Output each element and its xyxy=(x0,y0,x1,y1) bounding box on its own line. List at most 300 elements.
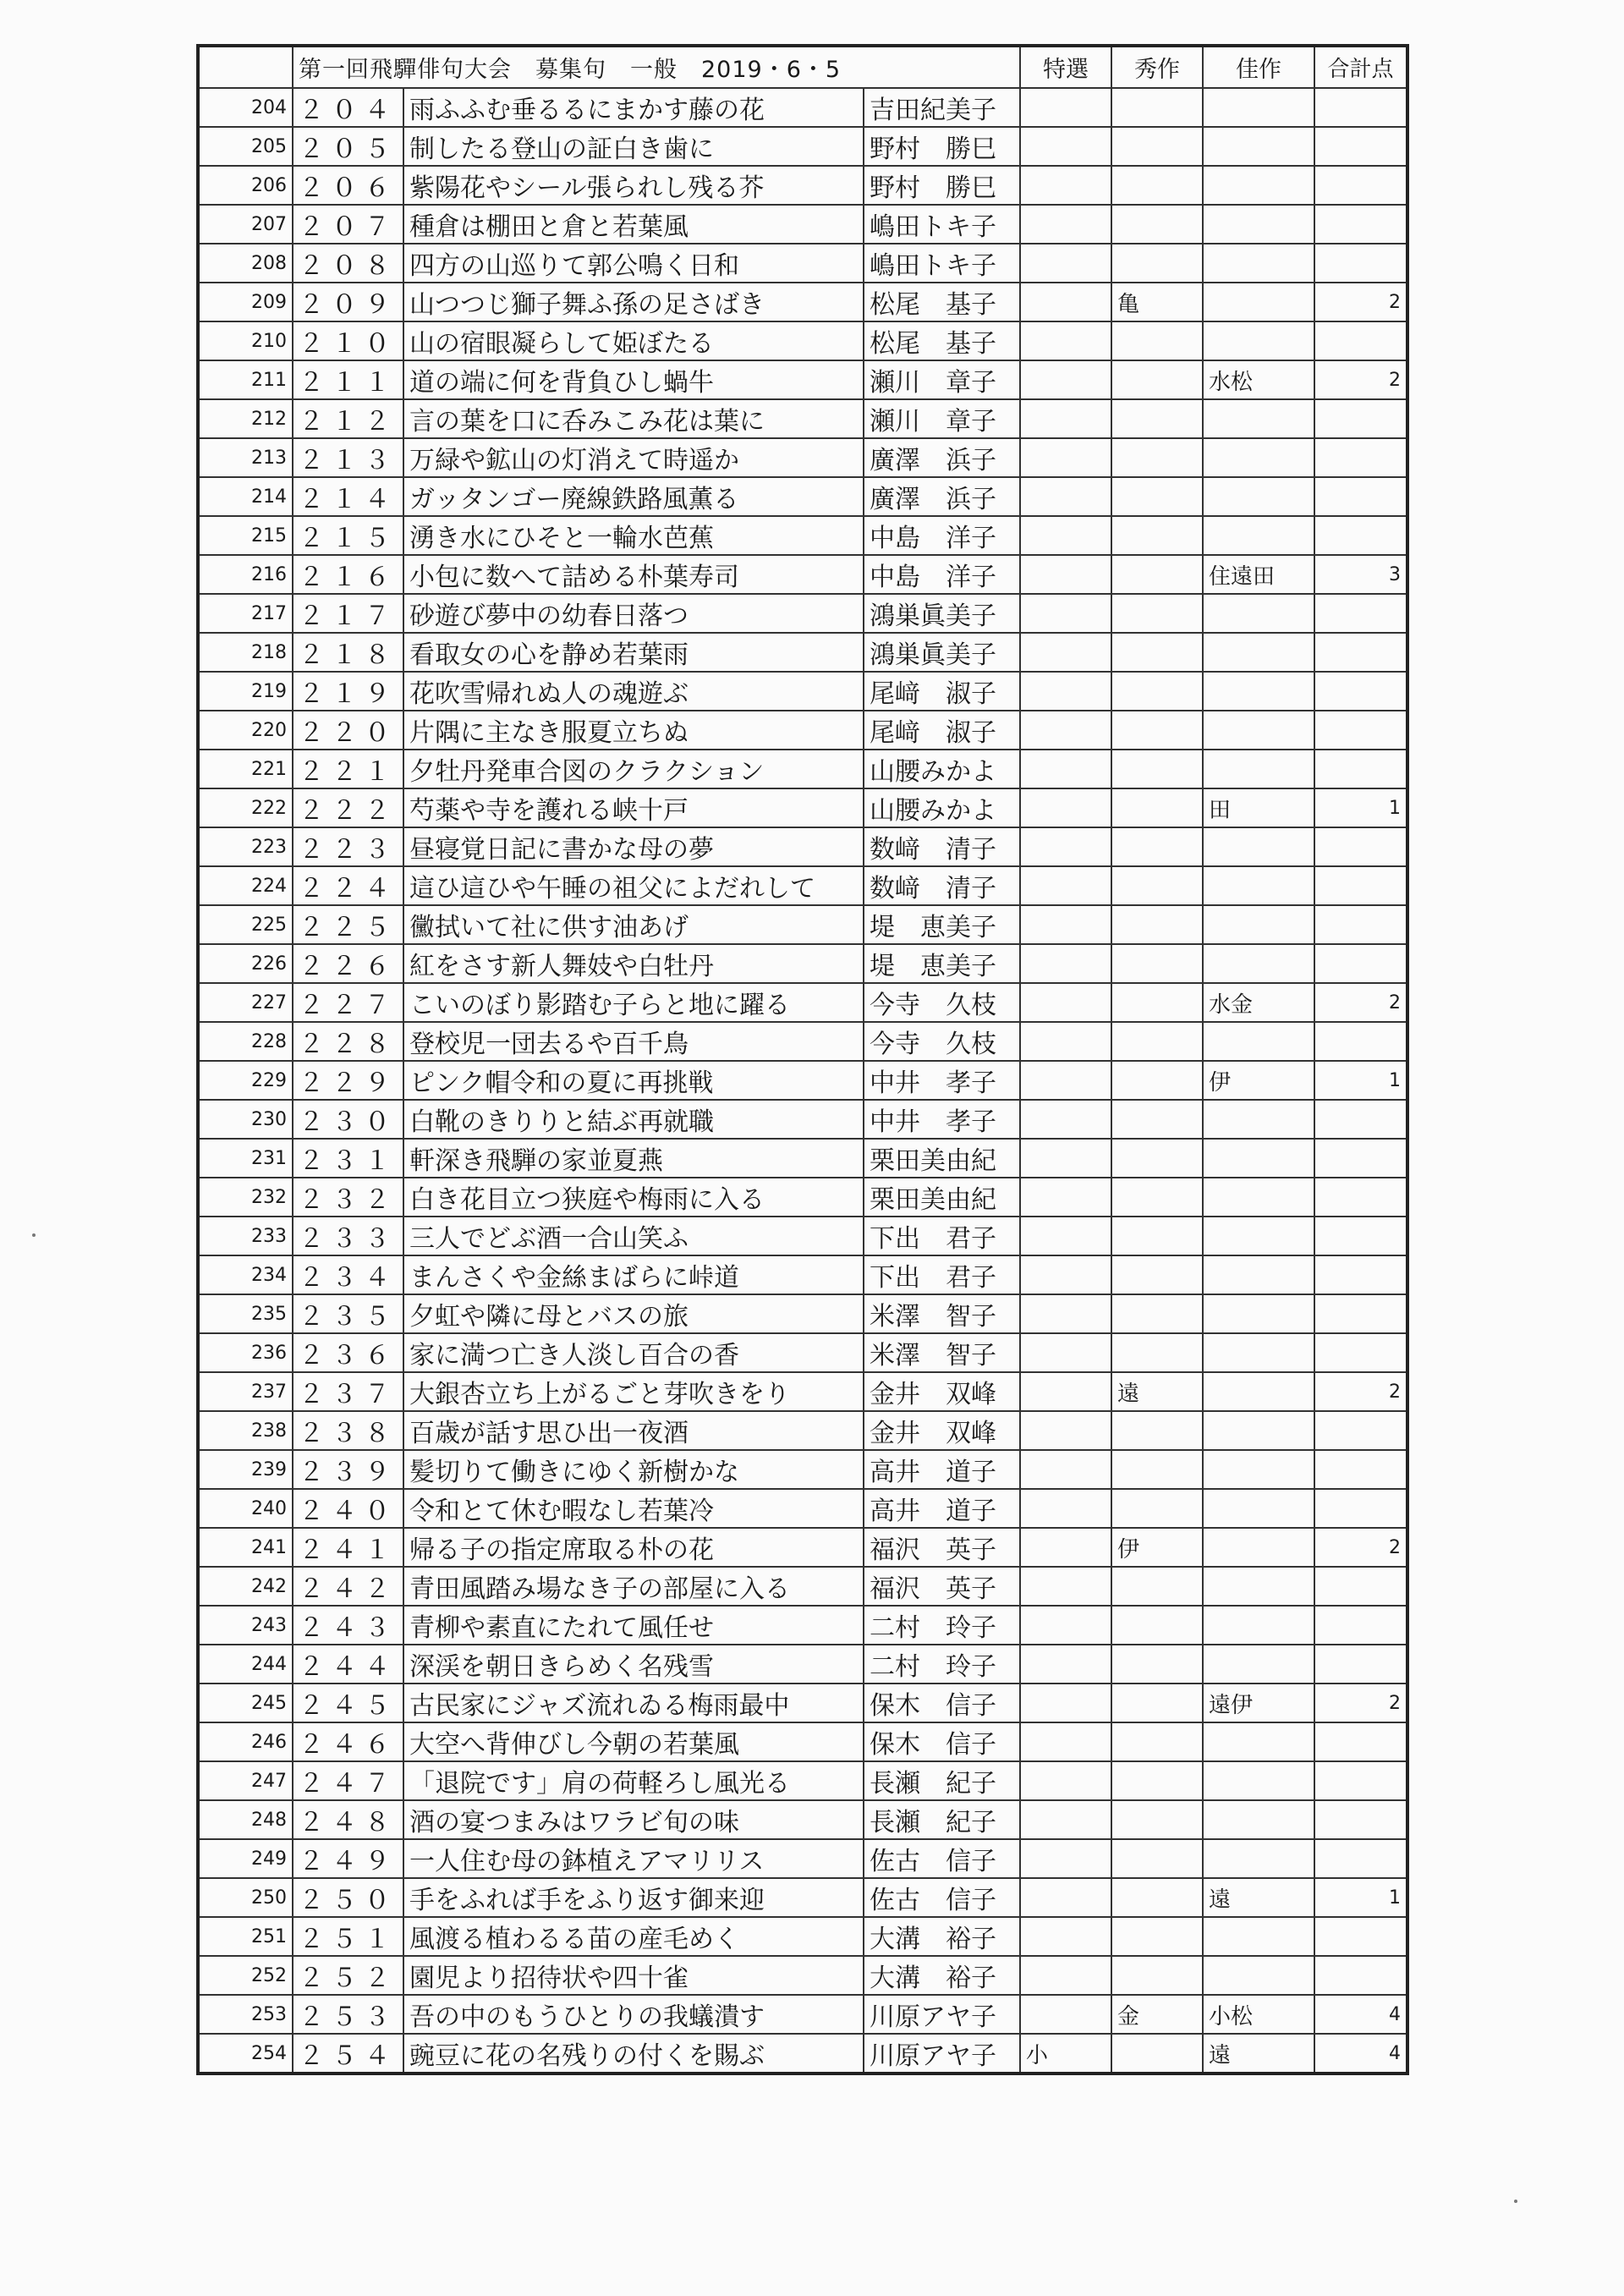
haiku-text: 昼寝覚日記に書かな母の夢 xyxy=(403,827,864,866)
haiku-text: 湧き水にひそと一輪水芭蕉 xyxy=(403,516,864,555)
total-score xyxy=(1314,1255,1407,1294)
tokusen-mark xyxy=(1020,1489,1111,1528)
kasaku-mark: 小松 xyxy=(1203,1995,1314,2034)
tokusen-mark xyxy=(1020,283,1111,321)
author-name: 野村 勝巳 xyxy=(864,166,1020,205)
kasaku-mark xyxy=(1203,1217,1314,1255)
author-name: 数﨑 清子 xyxy=(864,827,1020,866)
haiku-text: こいのぼり影踏む子らと地に躍る xyxy=(403,983,864,1022)
shusaku-mark xyxy=(1111,594,1203,633)
shusaku-mark xyxy=(1111,438,1203,477)
entry-number: ２０５ xyxy=(293,127,403,166)
tokusen-mark xyxy=(1020,1645,1111,1684)
author-name: 今寺 久枝 xyxy=(864,1022,1020,1061)
total-score xyxy=(1314,127,1407,166)
table-row xyxy=(198,788,1407,827)
kasaku-mark xyxy=(1203,711,1314,750)
total-score: 2 xyxy=(1314,983,1407,1022)
table-row xyxy=(198,1606,1407,1645)
header-tokusen: 特選 xyxy=(1020,46,1111,88)
author-name: 中井 孝子 xyxy=(864,1100,1020,1139)
tokusen-mark xyxy=(1020,1761,1111,1800)
table-row xyxy=(198,360,1407,399)
haiku-text: 種倉は棚田と倉と若葉風 xyxy=(403,205,864,244)
haiku-text: 「退院です」肩の荷軽ろし風光る xyxy=(403,1761,864,1800)
row-id: 216 xyxy=(198,555,293,594)
entry-number: ２２９ xyxy=(293,1061,403,1100)
row-id: 251 xyxy=(198,1917,293,1956)
kasaku-mark xyxy=(1203,1333,1314,1372)
entry-number: ２０８ xyxy=(293,244,403,283)
table-row xyxy=(198,633,1407,672)
author-name: 下出 君子 xyxy=(864,1217,1020,1255)
shusaku-mark xyxy=(1111,983,1203,1022)
shusaku-mark xyxy=(1111,1839,1203,1878)
kasaku-mark xyxy=(1203,827,1314,866)
shusaku-mark xyxy=(1111,1411,1203,1450)
header-kasaku: 佳作 xyxy=(1203,46,1314,88)
table-row xyxy=(198,283,1407,321)
author-name: 高井 道子 xyxy=(864,1450,1020,1489)
haiku-text: 黴拭いて社に供す油あげ xyxy=(403,905,864,944)
author-name: 米澤 智子 xyxy=(864,1294,1020,1333)
shusaku-mark: 遠 xyxy=(1111,1372,1203,1411)
table-row xyxy=(198,1100,1407,1139)
kasaku-mark: 遠 xyxy=(1203,1878,1314,1917)
author-name: 米澤 智子 xyxy=(864,1333,1020,1372)
tokusen-mark xyxy=(1020,1411,1111,1450)
shusaku-mark xyxy=(1111,905,1203,944)
author-name: 堤 恵美子 xyxy=(864,905,1020,944)
shusaku-mark: 金 xyxy=(1111,1995,1203,2034)
total-score xyxy=(1314,944,1407,983)
table-row xyxy=(198,1567,1407,1606)
total-score: 1 xyxy=(1314,1878,1407,1917)
table-row xyxy=(198,321,1407,360)
haiku-text: 看取女の心を静め若葉雨 xyxy=(403,633,864,672)
entry-number: ２５０ xyxy=(293,1878,403,1917)
row-id: 214 xyxy=(198,477,293,516)
table-row xyxy=(198,1217,1407,1255)
total-score xyxy=(1314,905,1407,944)
author-name: 中井 孝子 xyxy=(864,1061,1020,1100)
entry-number: ２１５ xyxy=(293,516,403,555)
row-id: 211 xyxy=(198,360,293,399)
haiku-text: 髪切りて働きにゆく新樹かな xyxy=(403,1450,864,1489)
row-id: 252 xyxy=(198,1956,293,1995)
shusaku-mark xyxy=(1111,88,1203,127)
table-row xyxy=(198,1061,1407,1100)
haiku-text: 手をふれば手をふり返す御来迎 xyxy=(403,1878,864,1917)
tokusen-mark xyxy=(1020,944,1111,983)
haiku-text: 雨ふふむ垂るるにまかす藤の花 xyxy=(403,88,864,127)
total-score xyxy=(1314,516,1407,555)
table-row xyxy=(198,1372,1407,1411)
row-id: 246 xyxy=(198,1722,293,1761)
row-id: 218 xyxy=(198,633,293,672)
tokusen-mark xyxy=(1020,1528,1111,1567)
kasaku-mark xyxy=(1203,1722,1314,1761)
tokusen-mark xyxy=(1020,750,1111,788)
haiku-text: 白靴のきりりと結ぶ再就職 xyxy=(403,1100,864,1139)
tokusen-mark xyxy=(1020,1100,1111,1139)
tokusen-mark xyxy=(1020,205,1111,244)
tokusen-mark xyxy=(1020,438,1111,477)
kasaku-mark xyxy=(1203,1956,1314,1995)
tokusen-mark xyxy=(1020,905,1111,944)
row-id: 250 xyxy=(198,1878,293,1917)
total-score: 2 xyxy=(1314,360,1407,399)
total-score xyxy=(1314,827,1407,866)
tokusen-mark xyxy=(1020,827,1111,866)
author-name: 松尾 基子 xyxy=(864,283,1020,321)
table-row xyxy=(198,166,1407,205)
tokusen-mark xyxy=(1020,1800,1111,1839)
entry-number: ２４９ xyxy=(293,1839,403,1878)
row-id: 205 xyxy=(198,127,293,166)
entry-number: ２０６ xyxy=(293,166,403,205)
haiku-text: 小包に数へて詰める朴葉寿司 xyxy=(403,555,864,594)
kasaku-mark xyxy=(1203,1606,1314,1645)
author-name: 二村 玲子 xyxy=(864,1606,1020,1645)
kasaku-mark: 水金 xyxy=(1203,983,1314,1022)
row-id: 247 xyxy=(198,1761,293,1800)
entry-number: ２２３ xyxy=(293,827,403,866)
total-score xyxy=(1314,672,1407,711)
author-name: 佐古 信子 xyxy=(864,1878,1020,1917)
kasaku-mark xyxy=(1203,1022,1314,1061)
row-id: 229 xyxy=(198,1061,293,1100)
author-name: 川原アヤ子 xyxy=(864,1995,1020,2034)
table-body xyxy=(198,88,1407,2074)
entry-number: ２５２ xyxy=(293,1956,403,1995)
entry-number: ２５４ xyxy=(293,2034,403,2074)
total-score xyxy=(1314,1917,1407,1956)
haiku-text: 夕牡丹発車合図のクラクション xyxy=(403,750,864,788)
table-row xyxy=(198,944,1407,983)
entry-number: ２１０ xyxy=(293,321,403,360)
shusaku-mark xyxy=(1111,244,1203,283)
table-row xyxy=(198,750,1407,788)
haiku-text: 制したる登山の証白き歯に xyxy=(403,127,864,166)
shusaku-mark xyxy=(1111,633,1203,672)
entry-number: ２５３ xyxy=(293,1995,403,2034)
entry-number: ２２０ xyxy=(293,711,403,750)
row-id: 204 xyxy=(198,88,293,127)
table-row xyxy=(198,1528,1407,1567)
shusaku-mark xyxy=(1111,788,1203,827)
tokusen-mark xyxy=(1020,788,1111,827)
total-score xyxy=(1314,1800,1407,1839)
row-id: 224 xyxy=(198,866,293,905)
row-id: 240 xyxy=(198,1489,293,1528)
haiku-text: 紅をさす新人舞妓や白牡丹 xyxy=(403,944,864,983)
tokusen-mark xyxy=(1020,983,1111,1022)
haiku-text: 深渓を朝日きらめく名残雪 xyxy=(403,1645,864,1684)
tokusen-mark xyxy=(1020,1956,1111,1995)
author-name: 長瀬 紀子 xyxy=(864,1800,1020,1839)
tokusen-mark xyxy=(1020,672,1111,711)
shusaku-mark xyxy=(1111,1061,1203,1100)
table-row xyxy=(198,1761,1407,1800)
table-row xyxy=(198,2034,1407,2074)
tokusen-mark xyxy=(1020,1022,1111,1061)
haiku-text: 紫陽花やシール張られし残る芥 xyxy=(403,166,864,205)
shusaku-mark xyxy=(1111,1684,1203,1722)
kasaku-mark xyxy=(1203,633,1314,672)
tokusen-mark xyxy=(1020,1255,1111,1294)
shusaku-mark xyxy=(1111,1139,1203,1178)
row-id: 213 xyxy=(198,438,293,477)
row-id: 242 xyxy=(198,1567,293,1606)
shusaku-mark xyxy=(1111,1956,1203,1995)
kasaku-mark xyxy=(1203,594,1314,633)
entry-number: ２２７ xyxy=(293,983,403,1022)
total-score: 1 xyxy=(1314,1061,1407,1100)
author-name: 嶋田トキ子 xyxy=(864,205,1020,244)
entry-number: ２３４ xyxy=(293,1255,403,1294)
shusaku-mark: 伊 xyxy=(1111,1528,1203,1567)
total-score xyxy=(1314,1722,1407,1761)
entry-number: ２４０ xyxy=(293,1489,403,1528)
total-score xyxy=(1314,711,1407,750)
total-score xyxy=(1314,1567,1407,1606)
entry-number: ２２４ xyxy=(293,866,403,905)
tokusen-mark xyxy=(1020,321,1111,360)
tokusen-mark xyxy=(1020,1839,1111,1878)
shusaku-mark xyxy=(1111,672,1203,711)
author-name: 廣澤 浜子 xyxy=(864,477,1020,516)
total-score xyxy=(1314,1645,1407,1684)
entry-number: ２３８ xyxy=(293,1411,403,1450)
kasaku-mark xyxy=(1203,866,1314,905)
kasaku-mark xyxy=(1203,166,1314,205)
haiku-text: 山つつじ獅子舞ふ孫の足さばき xyxy=(403,283,864,321)
row-id: 223 xyxy=(198,827,293,866)
row-id: 239 xyxy=(198,1450,293,1489)
tokusen-mark xyxy=(1020,1567,1111,1606)
shusaku-mark: 亀 xyxy=(1111,283,1203,321)
total-score xyxy=(1314,477,1407,516)
haiku-text: 砂遊び夢中の幼春日落つ xyxy=(403,594,864,633)
haiku-text: 青柳や素直にたれて風任せ xyxy=(403,1606,864,1645)
haiku-text: 万緑や鉱山の灯消えて時遥か xyxy=(403,438,864,477)
total-score xyxy=(1314,166,1407,205)
total-score xyxy=(1314,88,1407,127)
tokusen-mark xyxy=(1020,1217,1111,1255)
row-id: 236 xyxy=(198,1333,293,1372)
kasaku-mark: 伊 xyxy=(1203,1061,1314,1100)
shusaku-mark xyxy=(1111,1178,1203,1217)
total-score xyxy=(1314,750,1407,788)
table-row xyxy=(198,672,1407,711)
entry-number: ２４１ xyxy=(293,1528,403,1567)
tokusen-mark xyxy=(1020,360,1111,399)
total-score xyxy=(1314,399,1407,438)
table-row xyxy=(198,1956,1407,1995)
tokusen-mark xyxy=(1020,516,1111,555)
haiku-text: 古民家にジャズ流れゐる梅雨最中 xyxy=(403,1684,864,1722)
row-id: 237 xyxy=(198,1372,293,1411)
entry-number: ２１６ xyxy=(293,555,403,594)
author-name: 堤 恵美子 xyxy=(864,944,1020,983)
shusaku-mark xyxy=(1111,321,1203,360)
tokusen-mark xyxy=(1020,1917,1111,1956)
row-id: 243 xyxy=(198,1606,293,1645)
haiku-text: 三人でどぶ酒一合山笑ふ xyxy=(403,1217,864,1255)
row-id: 208 xyxy=(198,244,293,283)
tokusen-mark xyxy=(1020,244,1111,283)
row-id: 245 xyxy=(198,1684,293,1722)
total-score: 2 xyxy=(1314,1684,1407,1722)
row-id: 212 xyxy=(198,399,293,438)
kasaku-mark xyxy=(1203,244,1314,283)
shusaku-mark xyxy=(1111,1294,1203,1333)
kasaku-mark: 水松 xyxy=(1203,360,1314,399)
table-row xyxy=(198,88,1407,127)
row-id: 209 xyxy=(198,283,293,321)
header-total: 合計点 xyxy=(1314,46,1407,88)
scan-speck xyxy=(1514,2200,1517,2203)
shusaku-mark xyxy=(1111,399,1203,438)
tokusen-mark: 小 xyxy=(1020,2034,1111,2074)
total-score xyxy=(1314,1450,1407,1489)
tokusen-mark xyxy=(1020,1606,1111,1645)
kasaku-mark xyxy=(1203,1294,1314,1333)
entry-number: ２０４ xyxy=(293,88,403,127)
table-row xyxy=(198,1684,1407,1722)
entry-number: ２４７ xyxy=(293,1761,403,1800)
table-row xyxy=(198,1411,1407,1450)
shusaku-mark xyxy=(1111,205,1203,244)
entry-number: ２４３ xyxy=(293,1606,403,1645)
table-row xyxy=(198,711,1407,750)
kasaku-mark xyxy=(1203,516,1314,555)
author-name: 廣澤 浜子 xyxy=(864,438,1020,477)
row-id: 206 xyxy=(198,166,293,205)
tokusen-mark xyxy=(1020,1333,1111,1372)
haiku-text: 豌豆に花の名残りの付くを賜ぶ xyxy=(403,2034,864,2074)
shusaku-mark xyxy=(1111,1878,1203,1917)
shusaku-mark xyxy=(1111,1022,1203,1061)
total-score xyxy=(1314,1333,1407,1372)
entry-number: ２３３ xyxy=(293,1217,403,1255)
tokusen-mark xyxy=(1020,633,1111,672)
author-name: 松尾 基子 xyxy=(864,321,1020,360)
haiku-text: 言の葉を口に呑みこみ花は葉に xyxy=(403,399,864,438)
row-id: 225 xyxy=(198,905,293,944)
haiku-text: 青田風踏み場なき子の部屋に入る xyxy=(403,1567,864,1606)
entry-number: ２３５ xyxy=(293,1294,403,1333)
table-row xyxy=(198,827,1407,866)
row-id: 219 xyxy=(198,672,293,711)
author-name: 下出 君子 xyxy=(864,1255,1020,1294)
tokusen-mark xyxy=(1020,166,1111,205)
table-row xyxy=(198,1139,1407,1178)
kasaku-mark xyxy=(1203,438,1314,477)
haiku-text: 風渡る植わるる苗の産毛めく xyxy=(403,1917,864,1956)
author-name: 高井 道子 xyxy=(864,1489,1020,1528)
entry-number: ２０７ xyxy=(293,205,403,244)
kasaku-mark xyxy=(1203,283,1314,321)
entry-number: ２３９ xyxy=(293,1450,403,1489)
header-id-cell xyxy=(198,46,293,88)
total-score xyxy=(1314,1294,1407,1333)
table-header-row xyxy=(198,46,1407,88)
row-id: 217 xyxy=(198,594,293,633)
kasaku-mark xyxy=(1203,1178,1314,1217)
table-row xyxy=(198,1800,1407,1839)
tokusen-mark xyxy=(1020,88,1111,127)
table-row xyxy=(198,1294,1407,1333)
entry-number: ２２６ xyxy=(293,944,403,983)
kasaku-mark xyxy=(1203,88,1314,127)
kasaku-mark xyxy=(1203,1139,1314,1178)
entry-number: ２１７ xyxy=(293,594,403,633)
total-score: 2 xyxy=(1314,1372,1407,1411)
table-row xyxy=(198,1995,1407,2034)
tokusen-mark xyxy=(1020,127,1111,166)
shusaku-mark xyxy=(1111,1761,1203,1800)
row-id: 249 xyxy=(198,1839,293,1878)
kasaku-mark xyxy=(1203,1761,1314,1800)
entry-number: ２２１ xyxy=(293,750,403,788)
entry-number: ２１４ xyxy=(293,477,403,516)
total-score xyxy=(1314,1606,1407,1645)
total-score: 4 xyxy=(1314,1995,1407,2034)
kasaku-mark xyxy=(1203,1411,1314,1450)
entry-number: ２１１ xyxy=(293,360,403,399)
shusaku-mark xyxy=(1111,166,1203,205)
entry-number: ２２８ xyxy=(293,1022,403,1061)
author-name: 今寺 久枝 xyxy=(864,983,1020,1022)
kasaku-mark xyxy=(1203,1372,1314,1411)
entry-number: ２２５ xyxy=(293,905,403,944)
table-row xyxy=(198,1722,1407,1761)
table-row xyxy=(198,1255,1407,1294)
total-score: 1 xyxy=(1314,788,1407,827)
entry-number: ２３６ xyxy=(293,1333,403,1372)
total-score xyxy=(1314,205,1407,244)
haiku-text: 花吹雪帰れぬ人の魂遊ぶ xyxy=(403,672,864,711)
kasaku-mark xyxy=(1203,1528,1314,1567)
tokusen-mark xyxy=(1020,866,1111,905)
entry-number: ２１２ xyxy=(293,399,403,438)
entry-number: ２３７ xyxy=(293,1372,403,1411)
haiku-text: 百歳が話す思ひ出一夜酒 xyxy=(403,1411,864,1450)
haiku-text: 道の端に何を背負ひし蝸牛 xyxy=(403,360,864,399)
table-row xyxy=(198,516,1407,555)
table-row xyxy=(198,1645,1407,1684)
author-name: 瀬川 章子 xyxy=(864,360,1020,399)
row-id: 234 xyxy=(198,1255,293,1294)
entry-number: ２３２ xyxy=(293,1178,403,1217)
row-id: 231 xyxy=(198,1139,293,1178)
author-name: 山腰みかよ xyxy=(864,750,1020,788)
tokusen-mark xyxy=(1020,594,1111,633)
haiku-text: ピンク帽令和の夏に再挑戦 xyxy=(403,1061,864,1100)
row-id: 235 xyxy=(198,1294,293,1333)
haiku-text: 大銀杏立ち上がるごと芽吹きをり xyxy=(403,1372,864,1411)
haiku-text: 酒の宴つまみはワラビ旬の味 xyxy=(403,1800,864,1839)
row-id: 233 xyxy=(198,1217,293,1255)
table-row xyxy=(198,127,1407,166)
table-row xyxy=(198,477,1407,516)
row-id: 221 xyxy=(198,750,293,788)
total-score xyxy=(1314,1178,1407,1217)
table-row xyxy=(198,1450,1407,1489)
kasaku-mark: 遠伊 xyxy=(1203,1684,1314,1722)
